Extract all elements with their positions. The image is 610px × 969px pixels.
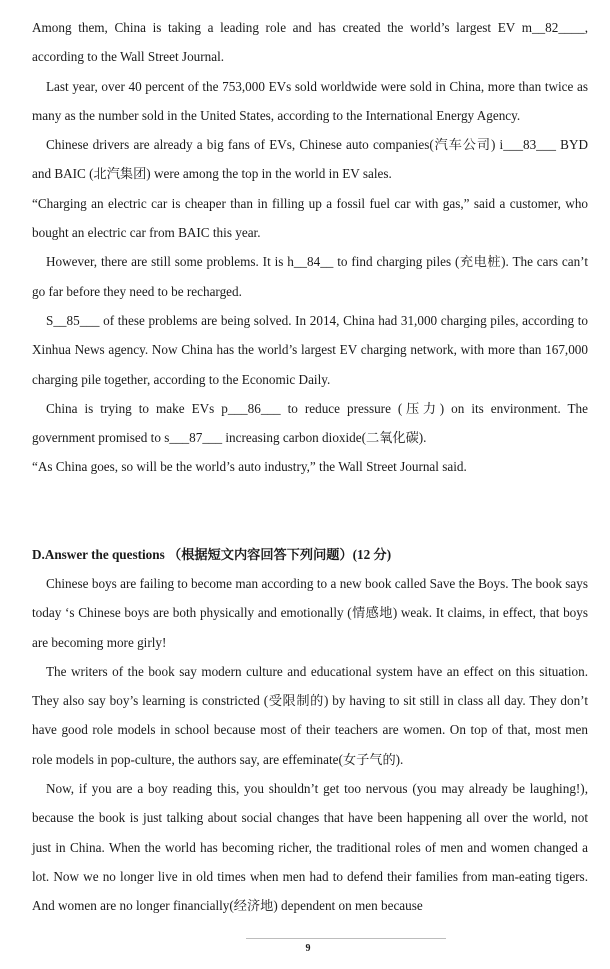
paragraph-3: Chinese drivers are already a big fans of EVs, Chinese auto companies(汽车公司) i___83___ BYD and BAIC (北汽集团) were among the top in the world in EV sales. xyxy=(32,137,588,182)
paragraph-2: Last year, over 40 percent of the 753,000 EVs sold worldwide were sold in China, more than twice as many as the number sold in the United States, according to the International Energy Agency. xyxy=(32,78,588,123)
paragraph-7: China is trying to make EVs p___86___ to reduce pressure (压力) on its environment. The government promised to s___87___ increasing carbon dioxide(二氧化碳). xyxy=(32,400,588,446)
paragraph-6: S__85___ of these problems are being solved. In 2014, China had 31,000 charging piles, according to Xinhua News agency. Now China has the world’s largest EV charging network, with more than 167,000 charging pile together, according to the Economic Daily. xyxy=(32,312,588,387)
passage-c xyxy=(32,13,588,482)
paragraph-1: Among them, China is taking a leading role and has created the world’s largest EV m__82____, according to the Wall Street Journal. xyxy=(32,20,588,65)
paragraph-d2: The writers of the book say modern culture and educational system have an effect on this situation. They also say boy’s learning is constricted (受限制的) by having to sit still in class all day. They don’t have good role models in school because most of their teachers are women. On top of that, most men role models in pop-culture, the authors say, are effeminate(女子气的). xyxy=(32,663,588,767)
paragraph-d3: Now, if you are a boy reading this, you shouldn’t get too nervous (you may already be laughing!), because the book is just talking about social changes that have been happening all over the world, not just in China. When the world has becoming richer, the traditional roles of men and women changed a lot. Now we no longer live in old times when men had to defend their families from man-eating tigers. And women are no longer financially(经济地) dependent on men because xyxy=(32,781,588,914)
paragraph-5: However, there are still some problems. It is h__84__ to find charging piles (充电桩). The cars can’t go far before they need to be recharged. xyxy=(32,254,588,299)
footer-divider xyxy=(246,938,446,939)
paragraph-8: “As China goes, so will be the world’s auto industry,” the Wall Street Journal said. xyxy=(32,459,467,475)
section-d-title: D.Answer the questions （根据短文内容回答下列问题）(12 分) xyxy=(32,547,392,562)
paragraph-4: “Charging an electric car is cheaper than in filling up a fossil fuel car with gas,” said a customer, who bought an electric car from BAIC this year. xyxy=(32,195,588,241)
passage-d xyxy=(32,569,588,921)
paragraph-d1: Chinese boys are failing to become man according to a new book called Save the Boys. The book says today ‘s Chinese boys are both physically and emotionally (情感地) weak. It claims, in effect, that boys are becoming more girly! xyxy=(32,576,588,650)
page-number: 9 xyxy=(305,943,311,954)
